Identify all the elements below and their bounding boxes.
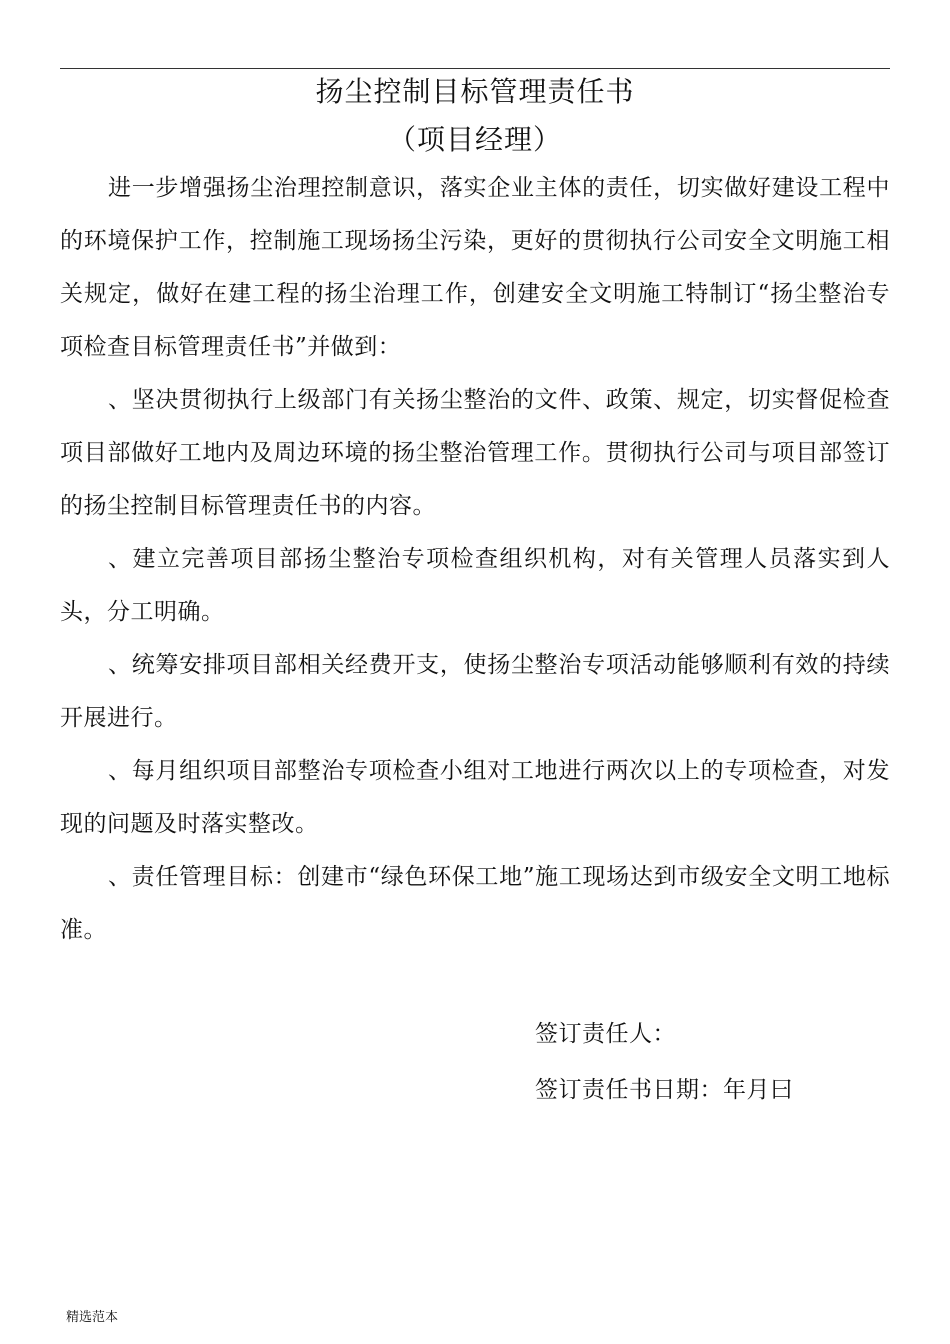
clause-paragraph-1: 、坚决贯彻执行上级部门有关扬尘整治的文件、政策、规定，切实督促检查项目部做好工地内及周边环境的扬尘整治管理工作。贯彻执行公司与项目部签订的扬尘控制目标管理责任书的内容。 bbox=[60, 387, 890, 519]
clause-paragraph-2: 、建立完善项目部扬尘整治专项检查组织机构，对有关管理人员落实到人头，分工明确。 bbox=[60, 546, 890, 625]
signature-block bbox=[535, 1006, 794, 1118]
clause-paragraph-4: 、每月组织项目部整治专项检查小组对工地进行两次以上的专项检查，对发现的问题及时落实整改。 bbox=[60, 758, 890, 837]
document-subtitle: （项目经理） bbox=[387, 123, 562, 156]
document-body bbox=[60, 162, 890, 957]
clause-paragraph-5: 、责任管理目标：创建市“绿色环保工地”施工现场达到市级安全文明工地标准。 bbox=[60, 864, 890, 943]
intro-paragraph: 进一步增强扬尘治理控制意识，落实企业主体的责任，切实做好建设工程中的环境保护工作，控制施工现场扬尘污染，更好的贯彻执行公司安全文明施工相关规定，做好在建工程的扬尘治理工作，创建安全文明施工特制订“扬尘整治专项检查目标管理责任书”并做到： bbox=[60, 175, 890, 360]
sign-date-label: 签订责任书日期：年月曰 bbox=[535, 1077, 794, 1103]
document-title: 扬尘控制目标管理责任书 bbox=[315, 75, 635, 108]
footer-note: 精选范本 bbox=[66, 1310, 119, 1325]
signer-label: 签订责任人： bbox=[535, 1021, 676, 1047]
header-rule bbox=[60, 68, 890, 69]
clause-paragraph-3: 、统筹安排项目部相关经费开支，使扬尘整治专项活动能够顺利有效的持续开展进行。 bbox=[60, 652, 890, 731]
